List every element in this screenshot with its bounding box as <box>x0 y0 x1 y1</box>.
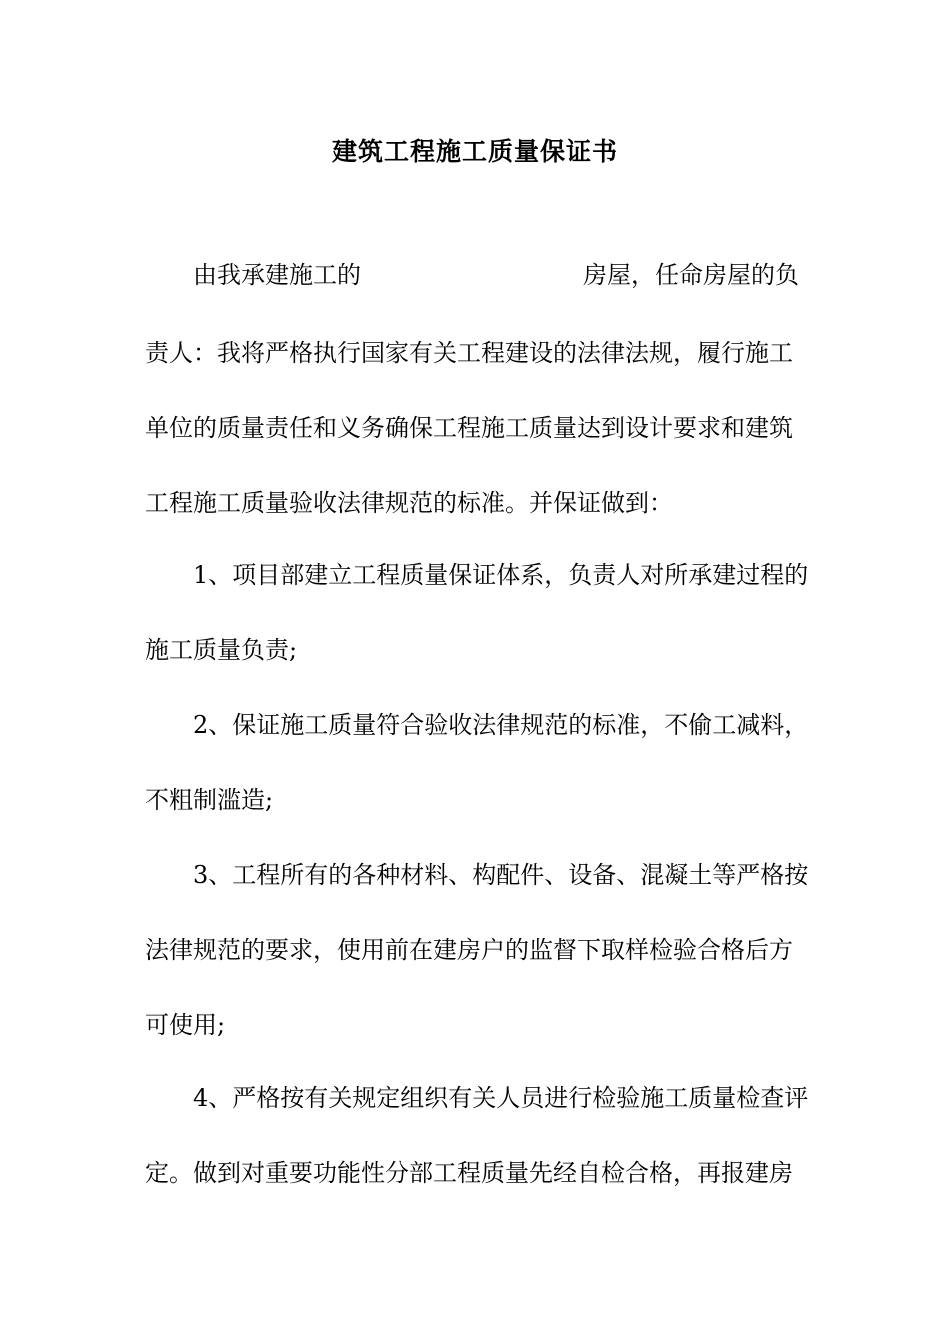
clause-2-line-2: 不粗制滥造; <box>145 786 274 814</box>
intro-suffix: 房屋，任命房屋的负 <box>583 261 799 289</box>
intro-prefix: 由我承建施工的 <box>193 261 361 289</box>
intro-line-3: 单位的质量责任和义务确保工程施工质量达到设计要求和建筑 <box>145 414 793 442</box>
clause-3-line-1: 3、工程所有的各种材料、构配件、设备、混凝土等严格按 <box>193 861 809 889</box>
clause-3-line-3: 可使用; <box>145 1011 226 1039</box>
intro-line-4: 工程施工质量验收法律规范的标准。并保证做到： <box>145 489 673 517</box>
clause-2-line-1: 2、保证施工质量符合验收法律规范的标准，不偷工减料， <box>193 711 809 739</box>
clause-1-line-2: 施工质量负责; <box>145 636 298 664</box>
document-title: 建筑工程施工质量保证书 <box>331 137 618 166</box>
clause-3-line-2: 法律规范的要求，使用前在建房户的监督下取样检验合格后方 <box>145 936 793 964</box>
clause-1-line-1: 1、项目部建立工程质量保证体系，负责人对所承建过程的 <box>193 561 809 589</box>
clause-4-line-1: 4、严格按有关规定组织有关人员进行检验施工质量检查评 <box>193 1084 809 1112</box>
clause-4-line-2: 定。做到对重要功能性分部工程质量先经自检合格，再报建房 <box>145 1159 793 1187</box>
intro-line-2: 责人：我将严格执行国家有关工程建设的法律法规，履行施工 <box>145 339 793 367</box>
intro-line-1 <box>193 258 810 292</box>
